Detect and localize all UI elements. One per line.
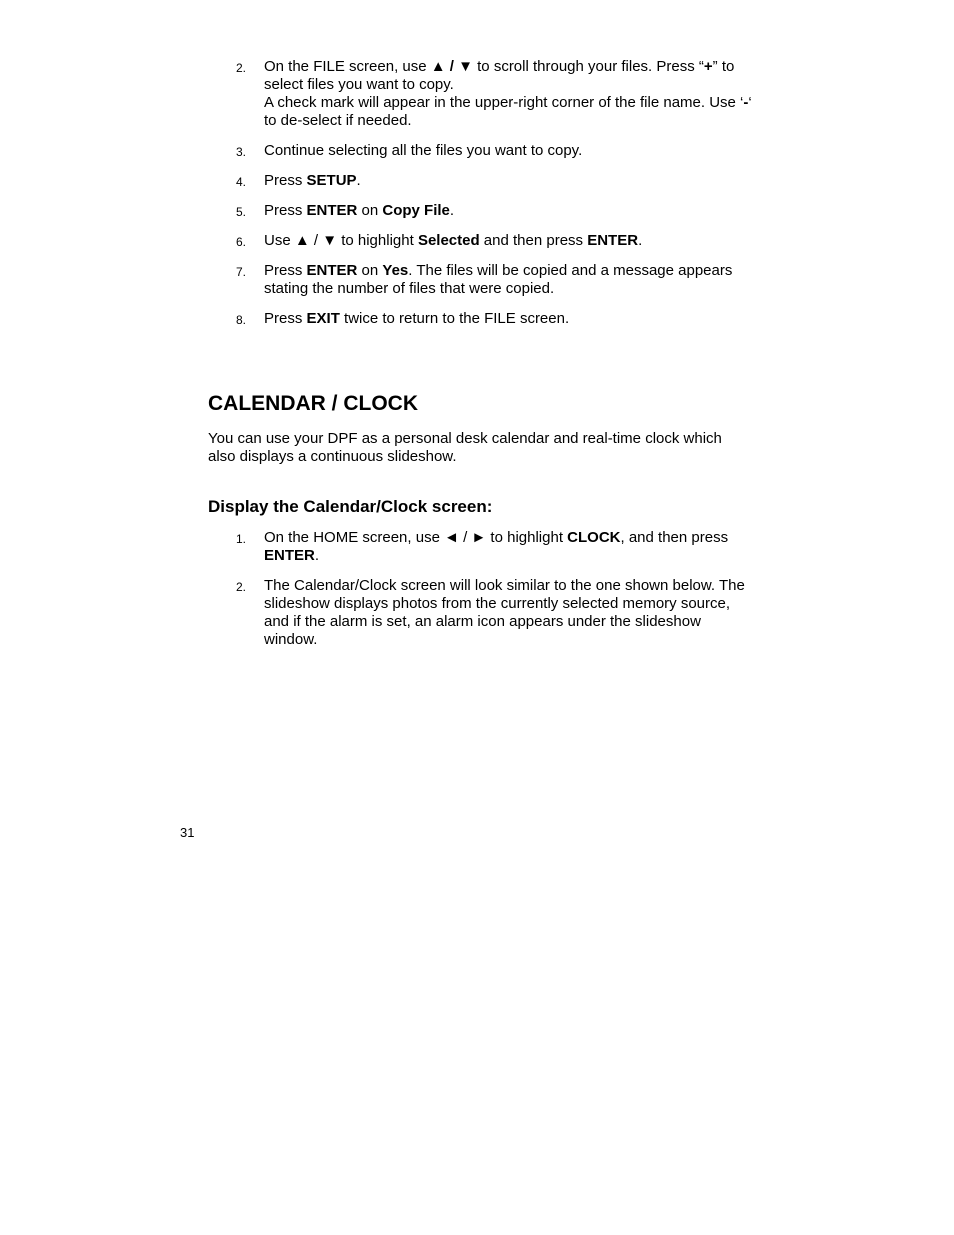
step-text: Press EXIT twice to return to the FILE screen. [264,310,570,327]
step-number: 8. [236,313,247,327]
step-number: 3. [236,145,247,159]
step-text: The Calendar/Clock screen will look similar to the one shown below. The slideshow displays photos from the currently selected memory source, and if the alarm is set, an alarm icon appears under the slideshow window. [264,577,745,648]
step-number: 6. [236,235,247,249]
step-text: Continue selecting all the files you want to copy. [264,142,583,159]
section-heading: CALENDAR / CLOCK [208,392,418,415]
step-text: Press SETUP. [264,172,361,189]
list-item [236,262,756,298]
calendar-steps [236,529,756,661]
step-text: A check mark will appear in the upper-right corner of the file name. Use ‘-‘ to de-select if needed. [264,94,752,129]
page-number: 31 [180,825,195,840]
list-item [236,577,756,649]
list-item [236,232,756,250]
step-number: 2. [236,61,247,75]
list-item [236,529,756,565]
step-number: 7. [236,265,247,279]
list-item [236,142,756,160]
step-text: On the FILE screen, use ▲ / ▼ to scroll through your files. Press “+” to select files you want to copy. [264,58,735,93]
list-item [236,58,756,130]
step-text: On the HOME screen, use ◄ / ► to highlight CLOCK, and then press ENTER. [264,529,729,564]
copy-files-steps [236,58,756,340]
list-item [236,172,756,190]
step-text: Press ENTER on Copy File. [264,202,455,219]
step-text: Use ▲ / ▼ to highlight Selected and then press ENTER. [264,232,643,249]
step-text: Press ENTER on Yes. The files will be copied and a message appears stating the number of files that were copied. [264,262,733,297]
list-item [236,202,756,220]
list-item [236,310,756,328]
step-number: 4. [236,175,247,189]
step-number: 5. [236,205,247,219]
section-subheading: Display the Calendar/Clock screen: [208,497,493,516]
step-number: 1. [236,532,247,546]
step-number: 2. [236,580,247,594]
section-intro: You can use your DPF as a personal desk calendar and real-time clock which also displays a continuous slideshow. [208,430,722,465]
